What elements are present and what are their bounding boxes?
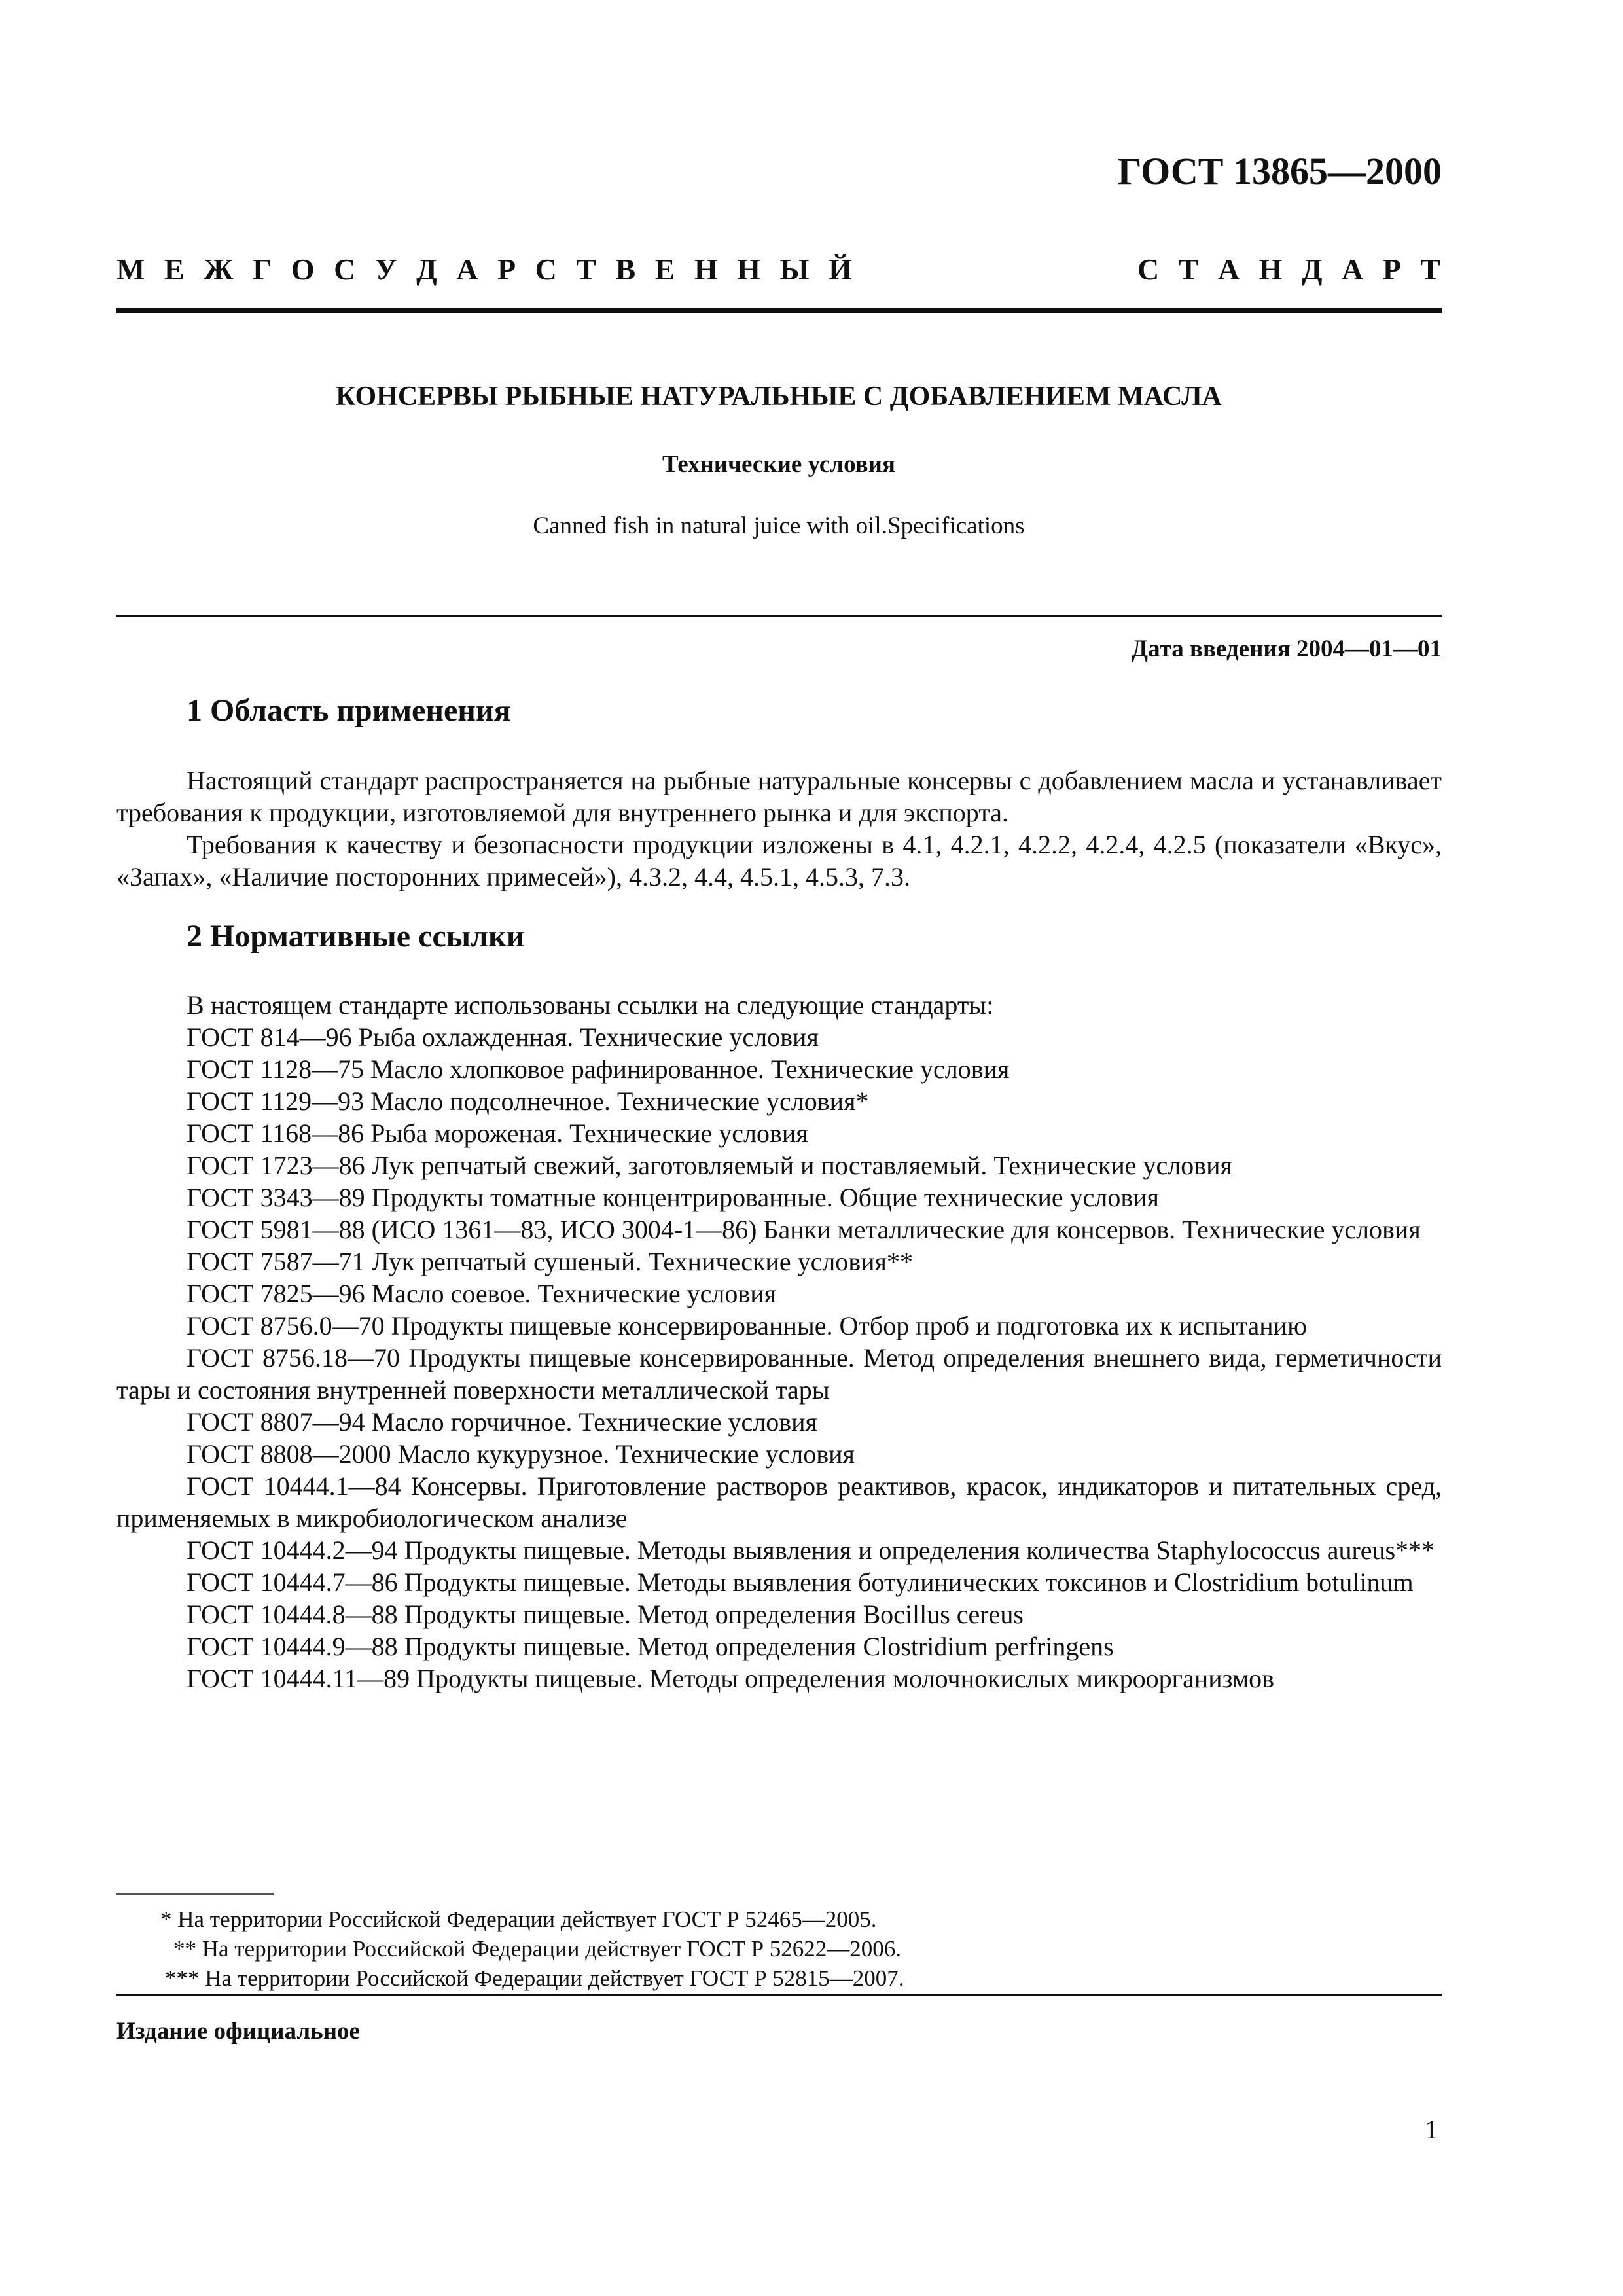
footnote: ** На территории Российской Федерации действует ГОСТ Р 52622—2006. xyxy=(173,1936,902,1962)
reference-item: ГОСТ 8807—94 Масло горчичное. Технические условия xyxy=(187,1407,817,1437)
page-number: 1 xyxy=(1425,2115,1438,2144)
reference-item: ГОСТ 10444.7—86 Продукты пищевые. Методы выявления ботулинических токсинов и Clostridium botulinum xyxy=(187,1568,1414,1597)
scope-paragraph: Настоящий стандарт распространяется на рыбные натуральные консервы с добавлением масла и устанавливает требования к продукции, изготовляемой для внутреннего рынка и для экспорта. xyxy=(116,766,1442,827)
footnote-rule xyxy=(116,1893,274,1895)
banner-right: С Т А Н Д А Р Т xyxy=(1137,253,1442,286)
reference-item: ГОСТ 5981—88 (ИСО 1361—83, ИСО 3004-1—86) Банки металлические для консервов. Технические условия xyxy=(187,1215,1421,1244)
section-heading-scope: 1 Область применения xyxy=(187,693,511,728)
reference-item: ГОСТ 10444.2—94 Продукты пищевые. Методы выявления и определения количества Staphylococcus aureus*** xyxy=(187,1535,1435,1565)
header-rule xyxy=(116,308,1442,313)
footnote: *** На территории Российской Федерации действует ГОСТ Р 52815—2007. xyxy=(165,1965,904,1991)
interstate-standard-banner xyxy=(116,252,1442,287)
reference-item: ГОСТ 10444.9—88 Продукты пищевые. Метод определения Clostridium perfringens xyxy=(187,1632,1114,1661)
document-number: ГОСТ 13865—2000 xyxy=(1117,150,1442,192)
reference-item: ГОСТ 10444.11—89 Продукты пищевые. Методы определения молочнокислых микроорганизмов xyxy=(187,1664,1275,1693)
reference-item: ГОСТ 8756.0—70 Продукты пищевые консервированные. Отбор проб и подготовка их к испытанию xyxy=(187,1311,1307,1340)
banner-left: М Е Ж Г О С У Д А Р С Т В Е Н Н Ы Й xyxy=(116,253,853,286)
references-list xyxy=(116,989,1442,1695)
reference-item: ГОСТ 1723—86 Лук репчатый свежий, заготовляемый и поставляемый. Технические условия xyxy=(187,1151,1232,1180)
reference-item: ГОСТ 3343—89 Продукты томатные концентрированные. Общие технические условия xyxy=(187,1183,1160,1212)
bottom-rule xyxy=(116,1994,1442,1996)
title-rule xyxy=(116,615,1442,617)
reference-item: ГОСТ 1128—75 Масло хлопковое рафинированное. Технические условия xyxy=(187,1054,1010,1084)
english-title: Canned fish in natural juice with oil.Specifications xyxy=(533,512,1025,539)
footnote: * На территории Российской Федерации действует ГОСТ Р 52465—2005. xyxy=(160,1907,877,1932)
introduction-date: Дата введения 2004—01—01 xyxy=(1131,636,1442,662)
scope-text xyxy=(116,764,1442,893)
scope-paragraph: Требования к качеству и безопасности продукции изложены в 4.1, 4.2.1, 4.2.2, 4.2.4, 4.2.5 (показатели «Вкус», «Запах», «Наличие посторонних примесей»), 4.3.2, 4.4, 4.5.1, 4.5.3, 7.3. xyxy=(116,830,1442,891)
reference-item: ГОСТ 1129—93 Масло подсолнечное. Технические условия* xyxy=(187,1086,869,1116)
reference-item: ГОСТ 7825—96 Масло соевое. Технические условия xyxy=(187,1279,777,1308)
document-subtitle: Технические условия xyxy=(662,451,895,478)
reference-item: ГОСТ 10444.8—88 Продукты пищевые. Метод определения Bocillus cereus xyxy=(187,1600,1024,1629)
reference-item: ГОСТ 7587—71 Лук репчатый сушеный. Технические условия** xyxy=(187,1247,913,1276)
footnotes xyxy=(116,1905,1442,1993)
reference-item: ГОСТ 814—96 Рыба охлажденная. Технические условия xyxy=(187,1022,819,1052)
reference-item: ГОСТ 8808—2000 Масло кукурузное. Технические условия xyxy=(187,1439,855,1469)
reference-item: ГОСТ 8756.18—70 Продукты пищевые консервированные. Метод определения внешнего вида, герметичности тары и состояния внутренней поверхности металлической тары xyxy=(116,1343,1442,1405)
reference-item: ГОСТ 1168—86 Рыба мороженая. Технические условия xyxy=(187,1119,808,1148)
edition-label: Издание официальное xyxy=(116,2018,360,2045)
document-title: КОНСЕРВЫ РЫБНЫЕ НАТУРАЛЬНЫЕ С ДОБАВЛЕНИЕМ МАСЛА xyxy=(336,382,1222,412)
references-intro: В настоящем стандарте использованы ссылки на следующие стандарты: xyxy=(187,990,994,1020)
section-heading-references: 2 Нормативные ссылки xyxy=(187,919,525,954)
reference-item: ГОСТ 10444.1—84 Консервы. Приготовление растворов реактивов, красок, индикаторов и питательных сред, применяемых в микробиологическом анализе xyxy=(116,1471,1442,1533)
